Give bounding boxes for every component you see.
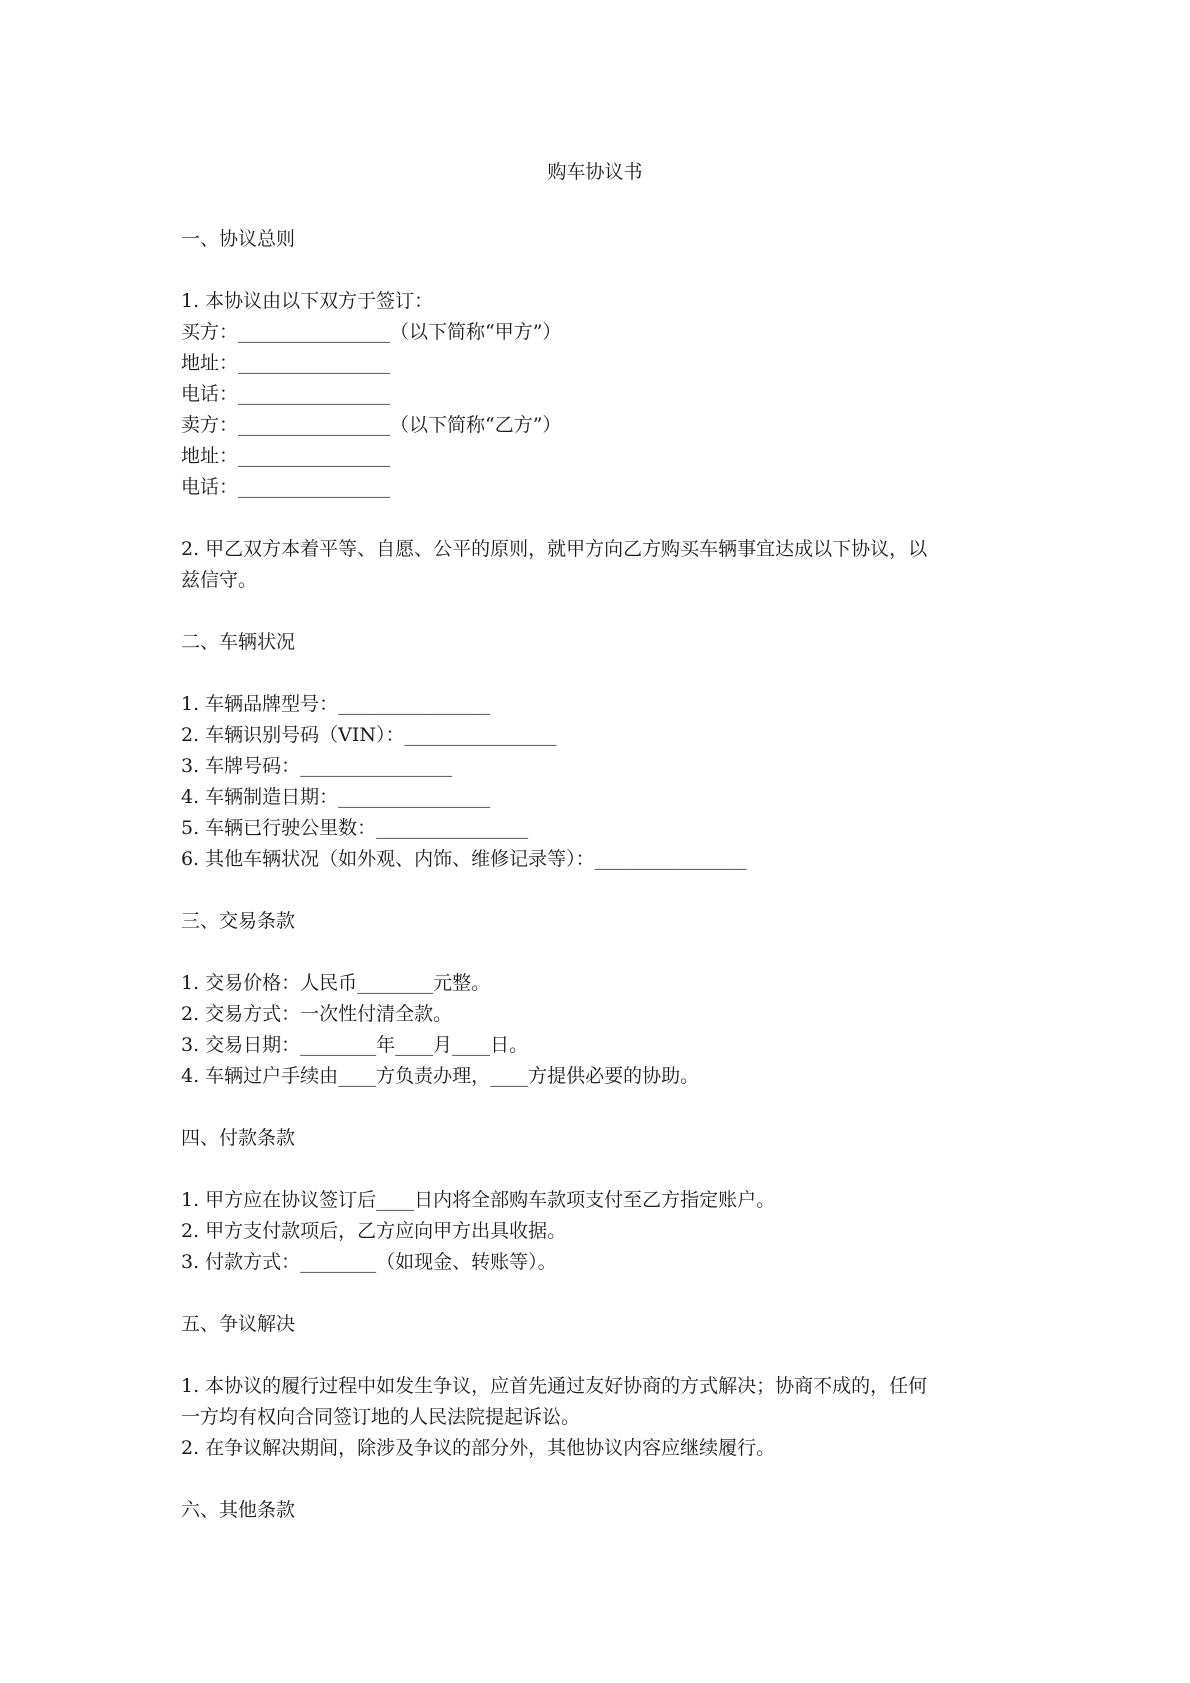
section-heading-dispute: 五、争议解决 [181,1313,296,1335]
trade-date-line: 3. 交易日期：________年____月____日。 [181,1034,529,1056]
section-heading-trade: 三、交易条款 [181,910,296,932]
clause-text: 2. 在争议解决期间，除涉及争议的部分外，其他协议内容应继续履行。 [181,1437,776,1459]
vehicle-plate-line: 3. 车牌号码：________________ [181,755,453,777]
section-heading-vehicle: 二、车辆状况 [181,631,296,653]
trade-price-line: 1. 交易价格：人民币________元整。 [181,972,491,994]
vehicle-model-line: 1. 车辆品牌型号：________________ [181,693,491,715]
clause-text: 兹信守。 [181,569,258,591]
section-heading-general: 一、协议总则 [181,228,296,250]
buyer-line: 买方：________________（以下简称“甲方”） [181,321,562,343]
seller-phone-line: 电话：________________ [181,476,391,498]
document-body [181,224,1011,1526]
vehicle-date-line: 4. 车辆制造日期：________________ [181,786,491,808]
buyer-phone-line: 电话：________________ [181,383,391,405]
vehicle-mileage-line: 5. 车辆已行驶公里数：________________ [181,817,529,839]
buyer-address-line: 地址：________________ [181,352,391,374]
vehicle-other-line: 6. 其他车辆状况（如外观、内饰、维修记录等）：________________ [181,848,747,870]
seller-line: 卖方：________________（以下简称“乙方”） [181,414,562,436]
trade-method-line: 2. 交易方式：一次性付清全款。 [181,1003,453,1025]
clause-text: 1. 本协议的履行过程中如发生争议，应首先通过友好协商的方式解决；协商不成的，任何 [181,1375,928,1397]
clause-text: 一方均有权向合同签订地的人民法院提起诉讼。 [181,1406,581,1428]
document-title: 购车协议书 [547,161,643,183]
section-heading-other: 六、其他条款 [181,1499,296,1521]
payment-deadline-line: 1. 甲方应在协议签订后____日内将全部购车款项支付至乙方指定账户。 [181,1189,776,1211]
clause-text: 1. 本协议由以下双方于签订： [181,290,434,312]
clause-text: 2. 甲乙双方本着平等、自愿、公平的原则，就甲方向乙方购买车辆事宜达成以下协议，以 [181,538,928,560]
transfer-line: 4. 车辆过户手续由____方负责办理，____方提供必要的协助。 [181,1065,700,1087]
payment-method-line: 3. 付款方式：________（如现金、转账等）。 [181,1251,557,1273]
vehicle-vin-line: 2. 车辆识别号码（VIN）：________________ [181,724,557,746]
payment-receipt-line: 2. 甲方支付款项后，乙方应向甲方出具收据。 [181,1220,567,1242]
seller-address-line: 地址：________________ [181,445,391,467]
section-heading-payment: 四、付款条款 [181,1127,296,1149]
